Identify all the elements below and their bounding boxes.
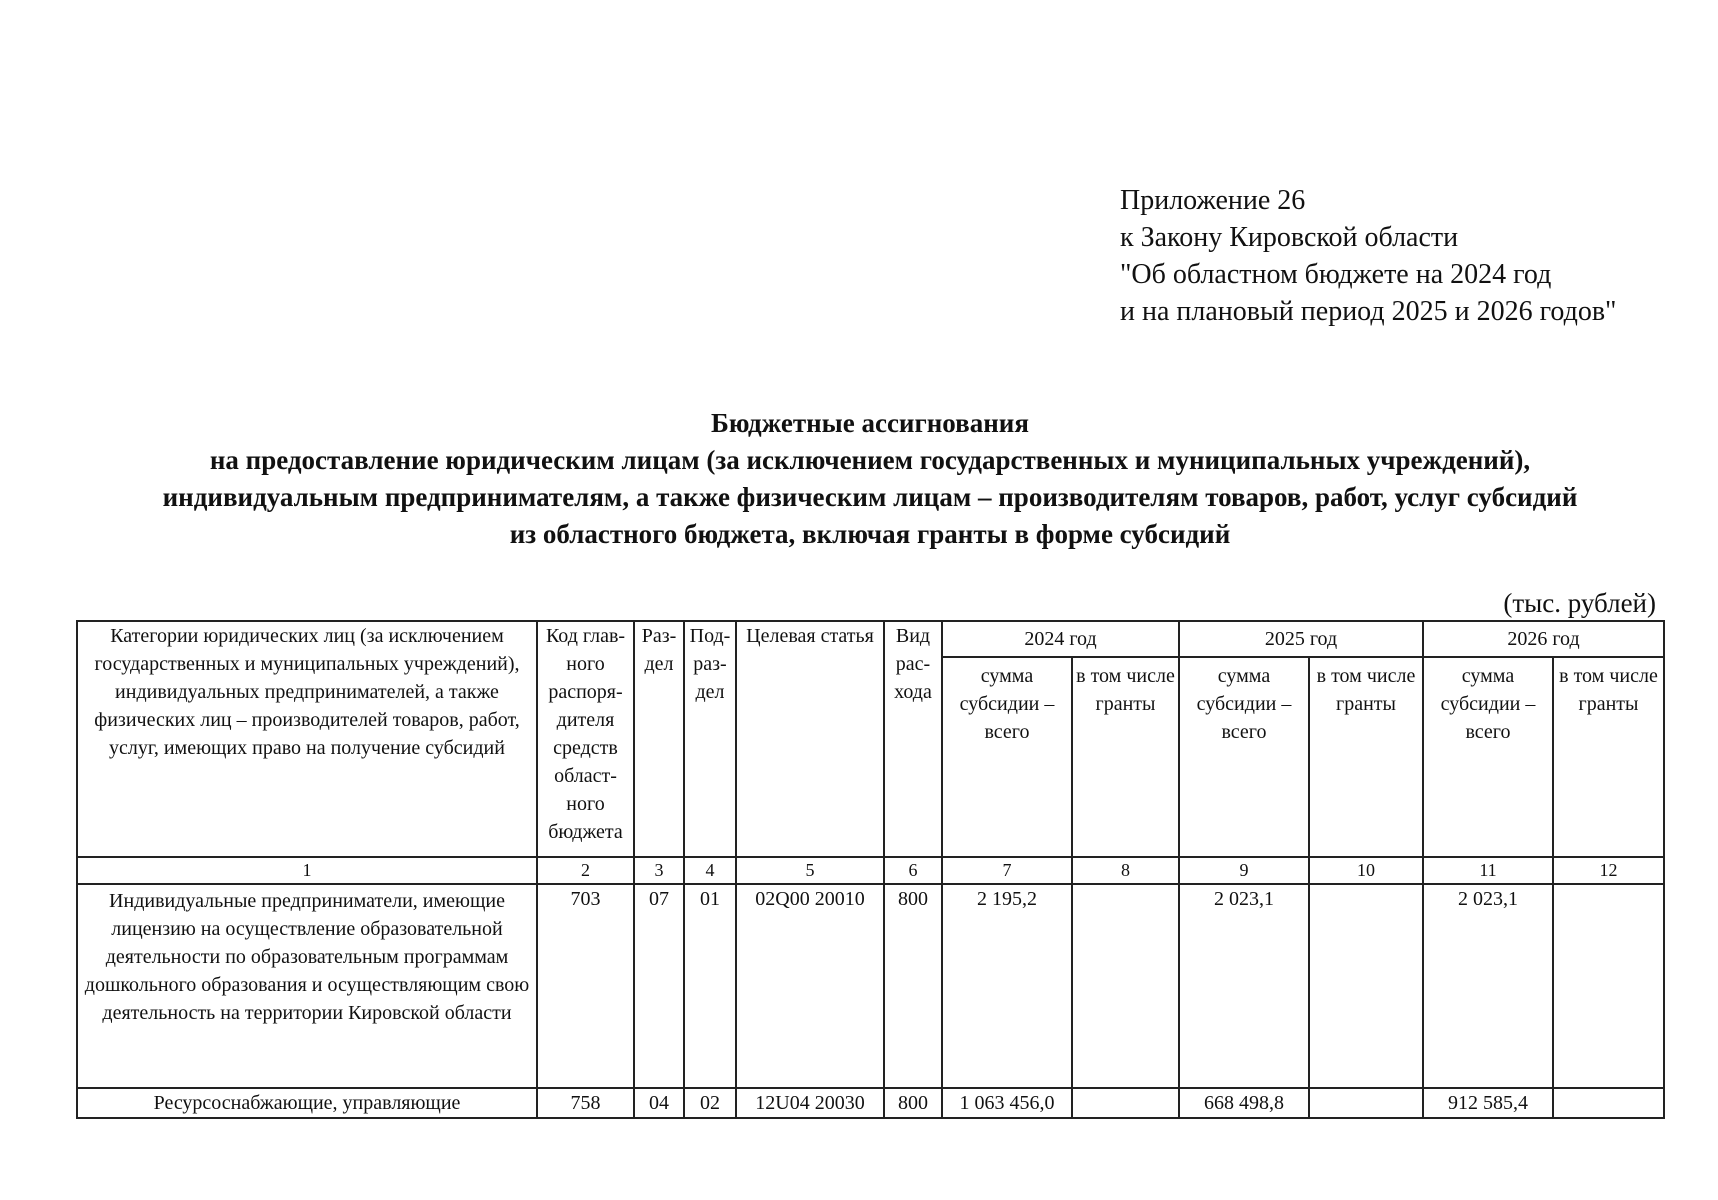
header-category: Категории юридических лиц (за исключением государственных и муниципальных учреждений), индивидуальных предпринимателей, а также физических лиц – производителей товаров, работ, услуг, имеющих право на получение субсидий — [77, 621, 537, 857]
row-ministry-code: 703 — [537, 884, 634, 1088]
header-ministry-code: Код глав- ного распоря- дителя средств област- ного бюджета — [537, 621, 634, 857]
row-section: 04 — [634, 1088, 684, 1118]
column-number: 10 — [1309, 857, 1423, 884]
row-2025-total: 668 498,8 — [1179, 1088, 1309, 1118]
row-2026-grants — [1553, 884, 1664, 1088]
row-2025-total: 2 023,1 — [1179, 884, 1309, 1088]
row-2026-total: 2 023,1 — [1423, 884, 1553, 1088]
row-subsection: 02 — [684, 1088, 736, 1118]
table-row — [77, 1088, 1664, 1118]
row-expense-type: 800 — [884, 884, 942, 1088]
column-number: 12 — [1553, 857, 1664, 884]
appendix-line: "Об областном бюджете на 2024 год — [1120, 259, 1552, 290]
column-number: 7 — [942, 857, 1072, 884]
column-number: 11 — [1423, 857, 1553, 884]
header-section: Раз- дел — [634, 621, 684, 857]
appendix-line: и на плановый период 2025 и 2026 годов" — [1120, 296, 1617, 327]
appendix-line: к Закону Кировской области — [1120, 222, 1459, 253]
row-2026-grants — [1553, 1088, 1664, 1118]
header-2025-incl-grants: в том числе гранты — [1309, 657, 1423, 857]
header-year-2026: 2026 год — [1423, 621, 1664, 657]
header-expense-type: Вид рас- хода — [884, 621, 942, 857]
row-2025-grants — [1309, 1088, 1423, 1118]
row-category: Индивидуальные предприниматели, имеющие лицензию на осуществление образовательной деятельности по образовательным программам дошкольного образования и осуществляющим свою деятельность на территории Кировской области — [77, 884, 537, 1088]
row-expense-type: 800 — [884, 1088, 942, 1118]
document-title — [70, 405, 1670, 553]
row-2024-grants — [1072, 1088, 1179, 1118]
column-number: 4 — [684, 857, 736, 884]
row-2024-grants — [1072, 884, 1179, 1088]
title-line: Бюджетные ассигнования — [711, 408, 1029, 438]
budget-table — [76, 620, 1665, 1119]
column-number: 5 — [736, 857, 884, 884]
header-subsection: Под- раз- дел — [684, 621, 736, 857]
row-2024-total: 2 195,2 — [942, 884, 1072, 1088]
header-2026-incl-grants: в том числе гранты — [1553, 657, 1664, 857]
header-year-2024: 2024 год — [942, 621, 1179, 657]
column-number: 3 — [634, 857, 684, 884]
title-line: индивидуальным предпринимателям, а также физическим лицам – производителям товаров, работ, услуг субсидий — [162, 482, 1578, 512]
header-2025-subsidy-total: сумма субсидии – всего — [1179, 657, 1309, 857]
column-number-row — [77, 857, 1664, 884]
column-number: 9 — [1179, 857, 1309, 884]
row-category: Ресурсоснабжающие, управляющие — [77, 1088, 537, 1118]
column-number: 1 — [77, 857, 537, 884]
appendix-line: Приложение 26 — [1120, 185, 1306, 216]
header-2026-subsidy-total: сумма субсидии – всего — [1423, 657, 1553, 857]
header-2024-subsidy-total: сумма субсидии – всего — [942, 657, 1072, 857]
row-ministry-code: 758 — [537, 1088, 634, 1118]
row-target-article: 12U04 20030 — [736, 1088, 884, 1118]
header-target-article: Целевая статья — [736, 621, 884, 857]
table-row — [77, 884, 1664, 1088]
title-line: из областного бюджета, включая гранты в форме субсидий — [509, 519, 1231, 549]
column-number: 6 — [884, 857, 942, 884]
row-target-article: 02Q00 20010 — [736, 884, 884, 1088]
column-number: 2 — [537, 857, 634, 884]
title-line: на предоставление юридическим лицам (за исключением государственных и муниципальных учреждений), — [209, 445, 1531, 475]
row-2024-total: 1 063 456,0 — [942, 1088, 1072, 1118]
units-label: (тыс. рублей) — [1503, 588, 1656, 618]
row-2026-total: 912 585,4 — [1423, 1088, 1553, 1118]
header-year-2025: 2025 год — [1179, 621, 1423, 657]
appendix-note — [1120, 182, 1616, 330]
row-2025-grants — [1309, 884, 1423, 1088]
row-subsection: 01 — [684, 884, 736, 1088]
column-number: 8 — [1072, 857, 1179, 884]
row-section: 07 — [634, 884, 684, 1088]
header-2024-incl-grants: в том числе гранты — [1072, 657, 1179, 857]
header-row — [77, 621, 1664, 657]
